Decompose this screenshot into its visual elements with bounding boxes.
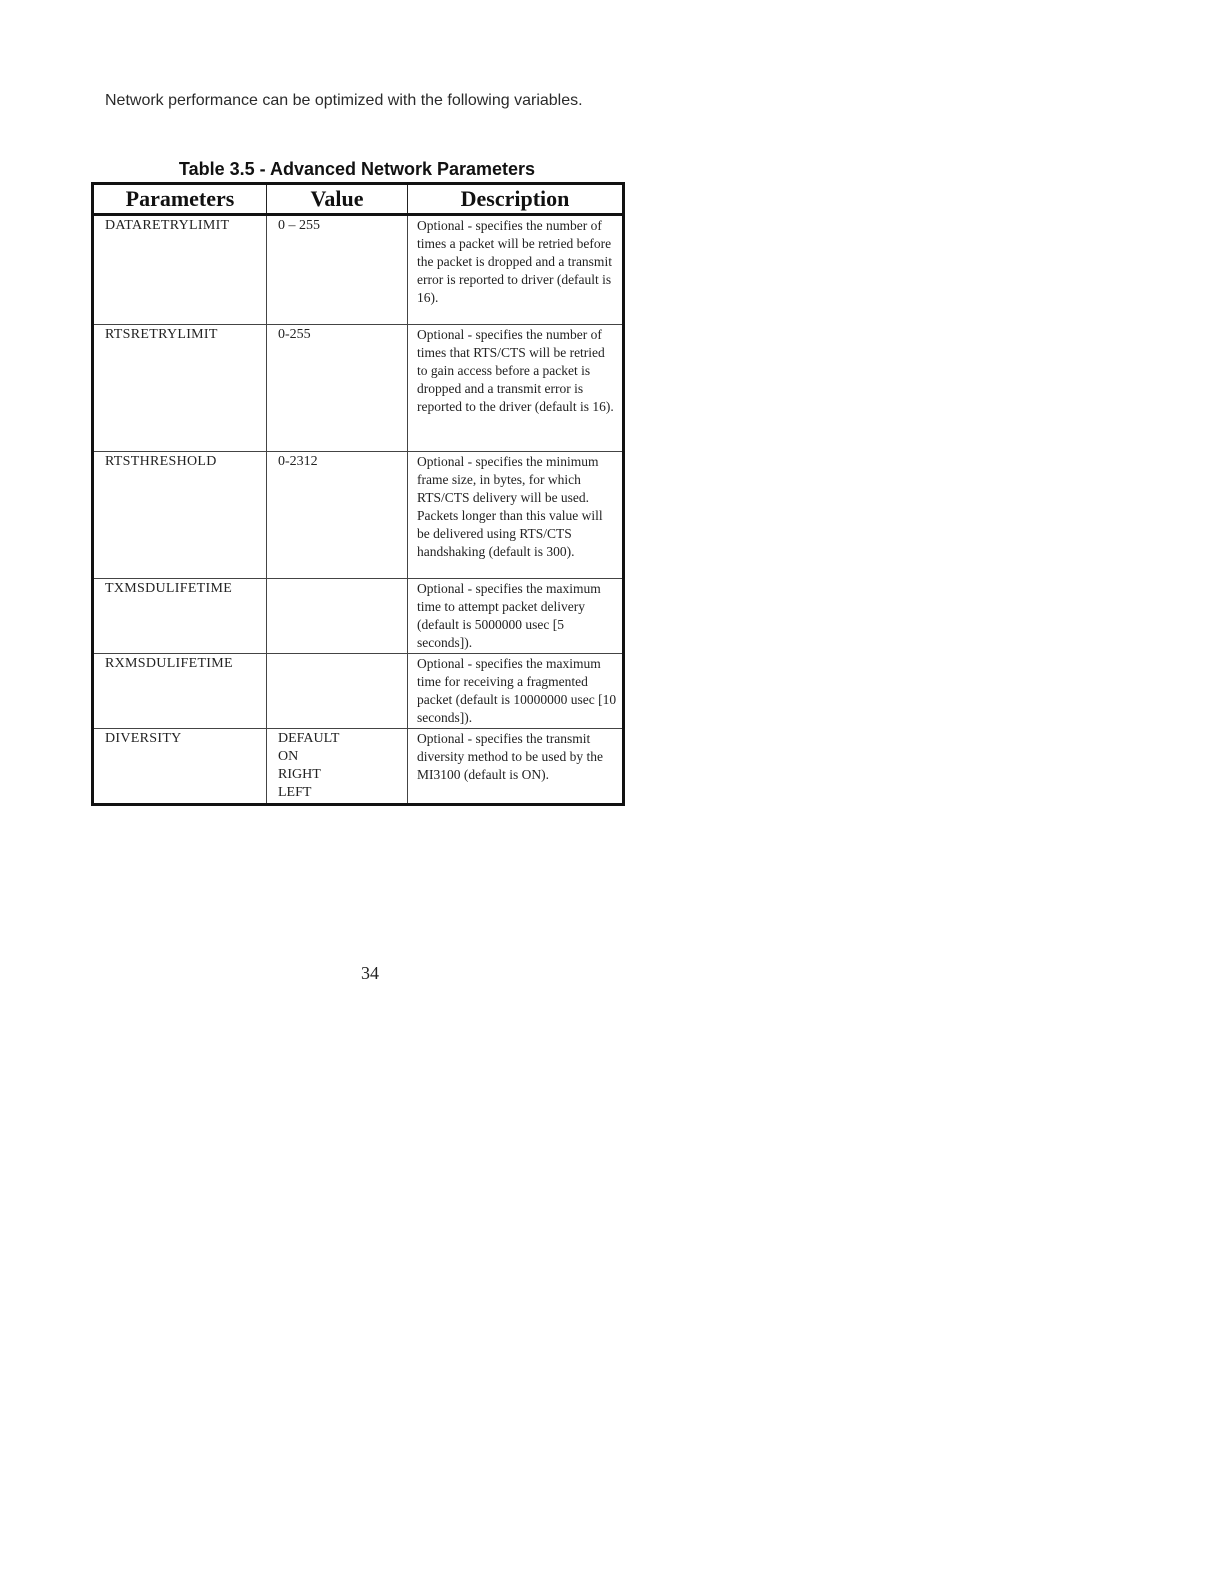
- description-cell: Optional - specifies the maximum time for receiving a fragmented packet (default is 10000000 usec [10 seconds]).: [408, 654, 624, 729]
- value-line: 0-255: [278, 327, 311, 342]
- value-cell: [267, 654, 408, 729]
- table-row: [93, 654, 624, 729]
- value-cell: [267, 729, 408, 805]
- table-row: [93, 729, 624, 805]
- description-cell: Optional - specifies the number of times that RTS/CTS will be retried to gain access before a packet is dropped and a transmit error is reported to the driver (default is 16).: [408, 325, 624, 452]
- parameter-cell: TXMSDULIFETIME: [93, 579, 267, 654]
- parameter-cell: RTSTHRESHOLD: [93, 452, 267, 579]
- table-row: [93, 215, 624, 325]
- description-cell: Optional - specifies the minimum frame size, in bytes, for which RTS/CTS delivery will be used. Packets longer than this value will be delivered using RTS/CTS handshaking (default is 300).: [408, 452, 624, 579]
- header-parameters: Parameters: [93, 184, 267, 215]
- header-description: Description: [408, 184, 624, 215]
- page-number: 34: [361, 963, 379, 983]
- value-line: DEFAULT: [278, 731, 340, 746]
- parameter-cell: DIVERSITY: [93, 729, 267, 805]
- value-line: 0-2312: [278, 454, 318, 469]
- table-header-row: [93, 184, 624, 215]
- description-cell: Optional - specifies the transmit diversity method to be used by the MI3100 (default is ON).: [417, 731, 603, 782]
- description-cell: Optional - specifies the maximum time to attempt packet delivery (default is 5000000 usec [5 seconds]).: [408, 579, 624, 654]
- value-cell: [267, 452, 408, 579]
- table-row: [93, 452, 624, 579]
- table-row: [93, 325, 624, 452]
- parameter-cell: RXMSDULIFETIME: [93, 654, 267, 729]
- table-caption: Table 3.5 - Advanced Network Parameters: [178, 159, 536, 179]
- header-value: Value: [267, 184, 408, 215]
- value-line: 0 – 255: [278, 218, 320, 233]
- advanced-network-parameters-table: [91, 182, 625, 806]
- description-cell: Optional - specifies the number of times a packet will be retried before the packet is dropped and a transmit error is reported to driver (default is 16).: [408, 215, 624, 325]
- intro-paragraph: Network performance can be optimized with the following variables.: [105, 92, 583, 109]
- value-cell: [267, 325, 408, 452]
- parameter-cell: DATARETRYLIMIT: [93, 215, 267, 325]
- table-row: [93, 579, 624, 654]
- parameter-cell: RTSRETRYLIMIT: [93, 325, 267, 452]
- value-line: LEFT: [278, 785, 312, 800]
- value-line: RIGHT: [278, 767, 321, 782]
- value-cell: [267, 215, 408, 325]
- value-line: ON: [278, 749, 299, 764]
- value-cell: [267, 579, 408, 654]
